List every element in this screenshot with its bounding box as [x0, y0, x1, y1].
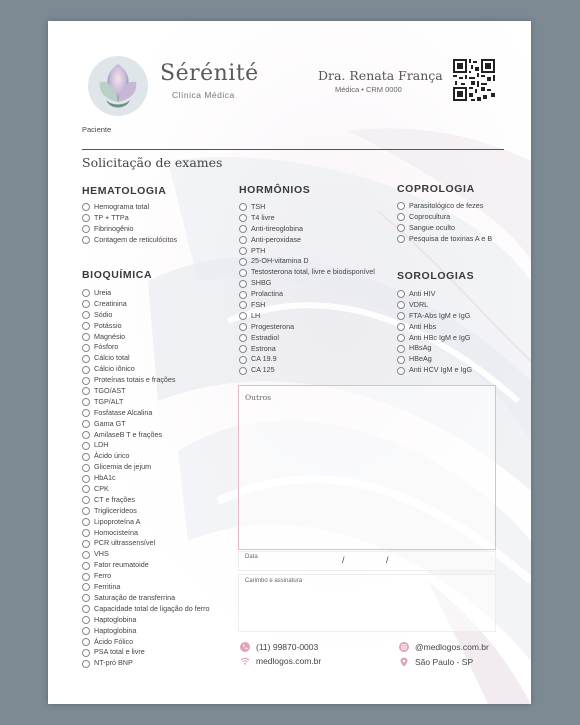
exam-item[interactable] [82, 538, 209, 549]
footer-instagram [399, 642, 489, 652]
exam-label: FSH [251, 300, 266, 310]
exam-item[interactable] [82, 342, 209, 353]
website-text: medlogos.com.br [256, 656, 322, 666]
exam-item[interactable] [239, 333, 375, 344]
exam-item[interactable] [397, 234, 492, 245]
exam-checkbox[interactable] [82, 605, 90, 613]
exam-checkbox[interactable] [239, 203, 247, 211]
exam-checkbox[interactable] [239, 247, 247, 255]
exam-checkbox[interactable] [239, 356, 247, 364]
exam-item[interactable] [397, 212, 492, 223]
exam-checkbox[interactable] [82, 420, 90, 428]
exam-item[interactable] [397, 354, 472, 365]
exam-item[interactable] [397, 365, 472, 376]
exam-item[interactable] [239, 202, 375, 213]
exam-label: 25-OH-vitamina D [251, 256, 309, 266]
coprologia-list [397, 201, 492, 245]
exam-label: Contagem de reticulócitos [94, 234, 178, 244]
exam-label: VHS [94, 549, 109, 559]
exam-item[interactable] [82, 647, 209, 658]
exam-item[interactable] [239, 365, 375, 376]
exam-label: Testosterona total, livre e biodisponível [251, 267, 375, 277]
exam-item[interactable] [82, 419, 209, 430]
exam-checkbox[interactable] [397, 301, 405, 309]
hormonios-list [239, 202, 375, 376]
exam-label: Homocisteína [94, 527, 138, 537]
exam-checkbox[interactable] [397, 224, 405, 232]
exam-checkbox[interactable] [82, 431, 90, 439]
exam-label: Haptoglobina [94, 625, 137, 635]
request-title: Solicitação de exames [82, 155, 223, 170]
exam-item[interactable] [239, 278, 375, 289]
exam-label: FTA-Abs IgM e IgG [409, 310, 471, 320]
exam-label: Potássio [94, 320, 122, 330]
exam-item[interactable] [239, 311, 375, 322]
exam-checkbox[interactable] [239, 334, 247, 342]
exam-checkbox[interactable] [397, 367, 405, 375]
exam-label: Anti HBc IgM e IgG [409, 332, 471, 342]
exam-label: T4 livre [251, 212, 275, 222]
exam-checkbox[interactable] [82, 442, 90, 450]
exam-label: Prolactina [251, 289, 283, 299]
section-title-coprologia: COPROLOGIA [397, 183, 475, 195]
location-pin-icon [399, 657, 409, 667]
exam-item[interactable] [82, 202, 177, 213]
phone-text: (11) 99870-0003 [256, 642, 319, 652]
exam-item[interactable] [239, 300, 375, 311]
exam-label: Cálcio iônico [94, 364, 135, 374]
exam-item[interactable] [239, 256, 375, 267]
exam-item[interactable] [397, 322, 472, 333]
exam-label: Ácido úrico [94, 451, 130, 461]
exam-label: Sangue oculto [409, 222, 455, 232]
exam-checkbox[interactable] [239, 291, 247, 299]
exam-item[interactable] [239, 235, 375, 246]
exam-checkbox[interactable] [82, 540, 90, 548]
exam-label: HBsAg [409, 343, 432, 353]
exam-checkbox[interactable] [397, 345, 405, 353]
exam-checkbox[interactable] [397, 312, 405, 320]
exam-item[interactable] [82, 288, 209, 299]
exam-label: Fósforo [94, 342, 119, 352]
exam-item[interactable] [239, 344, 375, 355]
exam-item[interactable] [82, 310, 209, 321]
exam-label: Fosfatase Alcalina [94, 407, 153, 417]
exam-item[interactable] [82, 604, 209, 615]
exam-checkbox[interactable] [82, 660, 90, 668]
exam-checkbox[interactable] [82, 300, 90, 308]
exam-checkbox[interactable] [239, 214, 247, 222]
exam-checkbox[interactable] [239, 312, 247, 320]
qr-code-icon [453, 59, 495, 101]
exam-checkbox[interactable] [239, 258, 247, 266]
exam-label: HbA1c [94, 473, 116, 483]
section-title-bioquimica: BIOQUÍMICA [82, 269, 153, 281]
doctor-credentials: Médica • CRM 0000 [335, 85, 402, 94]
exam-item[interactable] [397, 201, 492, 212]
exam-label: Anti HIV [409, 289, 436, 298]
footer-phone [240, 642, 318, 652]
exam-label: Fibrinogênio [94, 223, 134, 233]
exam-item[interactable] [82, 224, 177, 235]
exam-label: LH [251, 310, 261, 320]
section-title-sorologias: SOROLOGIAS [397, 270, 475, 282]
exam-item[interactable] [397, 300, 472, 311]
exam-checkbox[interactable] [239, 280, 247, 288]
exam-label: SHBG [251, 278, 272, 288]
exam-label: Estradiol [251, 332, 279, 342]
exam-checkbox[interactable] [82, 322, 90, 330]
exam-item[interactable] [82, 626, 209, 637]
wifi-icon [240, 656, 250, 666]
date-field[interactable] [238, 551, 496, 571]
exam-checkbox[interactable] [82, 616, 90, 624]
exam-label: Anti-tireoglobina [251, 223, 303, 233]
exam-item[interactable] [82, 332, 209, 343]
exam-item[interactable] [82, 528, 209, 539]
exam-item[interactable] [82, 549, 209, 560]
exam-item[interactable] [82, 582, 209, 593]
exam-item[interactable] [239, 246, 375, 257]
exam-label: Estrona [251, 343, 276, 353]
exam-item[interactable] [82, 484, 209, 495]
exam-item[interactable] [82, 235, 177, 246]
exam-checkbox[interactable] [82, 289, 90, 297]
exam-label: HBeAg [409, 354, 432, 364]
exam-label: Fator reumatoide [94, 560, 149, 570]
exam-label: CPK [94, 484, 109, 494]
exam-item[interactable] [82, 430, 209, 441]
exam-label: PTH [251, 245, 266, 255]
exam-label: AmilaseB T e frações [94, 429, 163, 439]
exam-item[interactable] [82, 375, 209, 386]
exam-item[interactable] [397, 223, 492, 234]
exam-label: Haptoglobina [94, 614, 137, 624]
exam-item[interactable] [239, 224, 375, 235]
exam-item[interactable] [82, 495, 209, 506]
exam-item[interactable] [82, 440, 209, 451]
exam-label: Glicemia de jejum [94, 462, 152, 472]
exam-label: Ferritina [94, 582, 121, 592]
exam-checkbox[interactable] [82, 236, 90, 244]
exam-checkbox[interactable] [82, 311, 90, 319]
exam-item[interactable] [82, 506, 209, 517]
exam-label: NT-pró BNP [94, 658, 133, 668]
exam-label: Pesquisa de toxinas A e B [409, 233, 493, 243]
exam-label: Anti Hbs [409, 321, 437, 331]
date-label: Data [245, 554, 258, 560]
exam-item[interactable] [82, 213, 177, 224]
section-title-hematologia: HEMATOLOGIA [82, 185, 167, 197]
exam-item[interactable] [82, 473, 209, 484]
exam-label: Cálcio total [94, 353, 130, 363]
exam-item[interactable] [82, 615, 209, 626]
exam-checkbox[interactable] [239, 301, 247, 309]
exam-label: Hemograma total [94, 202, 150, 211]
exam-item[interactable] [239, 289, 375, 300]
exam-label: TGO/AST [94, 386, 126, 396]
date-separator-1: / [342, 555, 345, 565]
exam-label: Ferro [94, 571, 112, 581]
exam-label: Saturação de transferrina [94, 592, 176, 602]
signature-field[interactable] [238, 574, 496, 632]
flower-logo-icon [86, 54, 150, 118]
exam-label: Creatinina [94, 298, 127, 308]
exam-item[interactable] [397, 333, 472, 344]
bioquimica-list [82, 288, 209, 669]
exam-checkbox[interactable] [82, 366, 90, 374]
exam-label: CA 125 [251, 365, 275, 375]
instagram-icon [399, 642, 409, 652]
exam-checkbox[interactable] [82, 627, 90, 635]
exam-checkbox[interactable] [82, 529, 90, 537]
exam-item[interactable] [82, 451, 209, 462]
exam-item[interactable] [397, 311, 472, 322]
exam-label: TSH [251, 202, 266, 211]
exam-checkbox[interactable] [82, 485, 90, 493]
exam-checkbox[interactable] [82, 638, 90, 646]
location-text: São Paulo - SP [415, 657, 474, 667]
exam-label: Anti-peroxidase [251, 234, 301, 244]
exam-checkbox[interactable] [239, 367, 247, 375]
exam-checkbox[interactable] [82, 518, 90, 526]
exam-item[interactable] [82, 637, 209, 648]
sorologias-list [397, 289, 472, 376]
instagram-text: @medlogos.com.br [415, 642, 489, 652]
date-separator-2: / [386, 555, 389, 565]
exam-label: PCR ultrassensível [94, 538, 156, 548]
exam-label: Ureia [94, 288, 112, 297]
exam-label: Anti HCV IgM e IgG [409, 365, 473, 375]
exam-label: Sódio [94, 309, 113, 319]
exam-checkbox[interactable] [397, 202, 405, 210]
exam-checkbox[interactable] [239, 323, 247, 331]
exam-checkbox[interactable] [82, 214, 90, 222]
exam-item[interactable] [239, 322, 375, 333]
exam-checkbox[interactable] [82, 387, 90, 395]
exam-label: Capacidade total de ligação do ferro [94, 603, 210, 613]
exam-checkbox[interactable] [397, 213, 405, 221]
exam-item[interactable] [82, 321, 209, 332]
exam-checkbox[interactable] [82, 344, 90, 352]
exam-checkbox[interactable] [82, 475, 90, 483]
exam-item[interactable] [82, 299, 209, 310]
exam-checkbox[interactable] [82, 464, 90, 472]
brand-subtitle: Clínica Médica [172, 90, 235, 100]
exam-item[interactable] [239, 213, 375, 224]
exam-label: Progesterona [251, 321, 295, 331]
outros-box[interactable] [238, 385, 496, 550]
exam-label: LDH [94, 440, 109, 450]
exam-label: Magnésio [94, 331, 126, 341]
exam-label: Gama GT [94, 418, 126, 428]
exam-checkbox[interactable] [82, 507, 90, 515]
exam-checkbox[interactable] [397, 334, 405, 342]
exam-checkbox[interactable] [82, 225, 90, 233]
exam-checkbox[interactable] [239, 225, 247, 233]
exam-checkbox[interactable] [82, 594, 90, 602]
exam-item[interactable] [397, 343, 472, 354]
exam-checkbox[interactable] [397, 323, 405, 331]
exam-checkbox[interactable] [239, 345, 247, 353]
exam-item[interactable] [82, 364, 209, 375]
exam-checkbox[interactable] [82, 333, 90, 341]
exam-label: CA 19.9 [251, 354, 277, 364]
exam-checkbox[interactable] [82, 583, 90, 591]
exam-label: TGP/ALT [94, 396, 124, 406]
patient-divider [82, 149, 504, 150]
exam-item[interactable] [82, 658, 209, 669]
exam-item[interactable] [239, 267, 375, 278]
exam-item[interactable] [82, 462, 209, 473]
patient-label: Paciente [82, 125, 112, 134]
exam-checkbox[interactable] [82, 409, 90, 417]
exam-item[interactable] [82, 517, 209, 528]
exam-item[interactable] [82, 593, 209, 604]
exam-label: Proteínas totais e frações [94, 375, 176, 385]
exam-checkbox[interactable] [397, 235, 405, 243]
exam-checkbox[interactable] [397, 356, 405, 364]
exam-item[interactable] [82, 408, 209, 419]
phone-icon [240, 642, 250, 652]
exam-item[interactable] [82, 353, 209, 364]
exam-checkbox[interactable] [82, 496, 90, 504]
exam-checkbox[interactable] [82, 453, 90, 461]
exam-item[interactable] [82, 397, 209, 408]
exam-item[interactable] [82, 571, 209, 582]
exam-checkbox[interactable] [82, 355, 90, 363]
exam-checkbox[interactable] [82, 573, 90, 581]
exam-label: Coprocultura [409, 211, 451, 221]
doctor-name: Dra. Renata França [318, 68, 443, 83]
exam-checkbox[interactable] [82, 203, 90, 211]
exam-label: Ácido Fólico [94, 636, 134, 646]
exam-item[interactable] [239, 354, 375, 365]
exam-item[interactable] [82, 386, 209, 397]
exam-checkbox[interactable] [82, 551, 90, 559]
exam-label: VDRL [409, 299, 429, 309]
footer-website [240, 656, 321, 666]
exam-label: TP + TTPa [94, 212, 129, 222]
exam-checkbox[interactable] [82, 398, 90, 406]
exam-label: Parasitológico de fezes [409, 201, 484, 210]
hematologia-list [82, 202, 177, 246]
section-title-hormonios: HORMÔNIOS [239, 184, 311, 196]
exam-item[interactable] [82, 560, 209, 571]
exam-checkbox[interactable] [82, 562, 90, 570]
exam-label: CT e frações [94, 494, 136, 504]
outros-label: Outros [245, 393, 271, 402]
exam-checkbox[interactable] [239, 269, 247, 277]
brand-name: Sérénité [160, 61, 259, 86]
exam-checkbox[interactable] [82, 377, 90, 385]
exam-label: Triglicerídeos [94, 505, 137, 515]
exam-checkbox[interactable] [239, 236, 247, 244]
footer-location [399, 657, 473, 667]
exam-item[interactable] [397, 289, 472, 300]
exam-checkbox[interactable] [82, 649, 90, 657]
prescription-sheet [48, 21, 531, 704]
exam-label: PSA total e livre [94, 647, 145, 657]
exam-label: Lipoproteína A [94, 516, 141, 526]
signature-label: Carimbo e assinatura [245, 578, 303, 584]
exam-checkbox[interactable] [397, 290, 405, 298]
